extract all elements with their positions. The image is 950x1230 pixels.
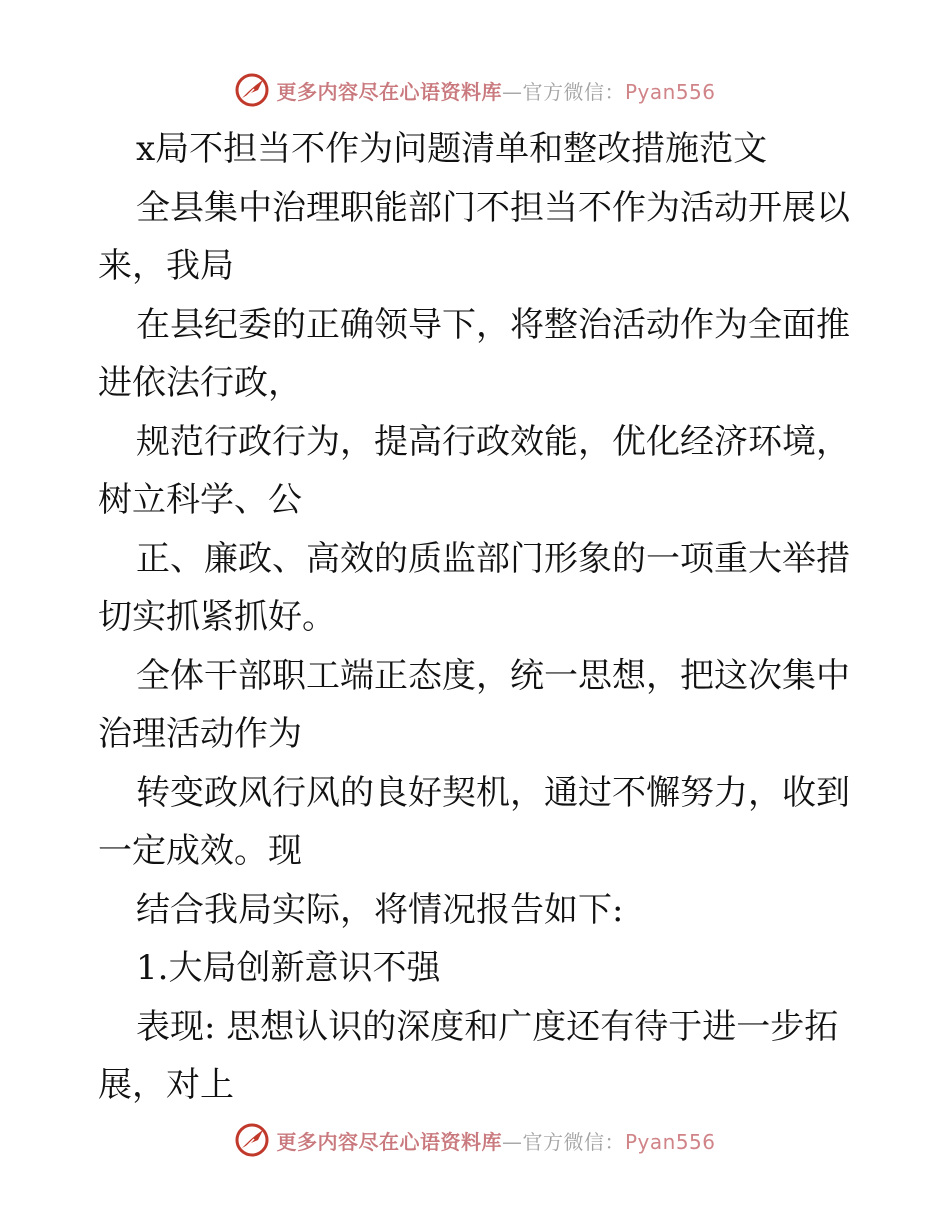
section-heading: 1.大局创新意识不强 bbox=[136, 948, 441, 988]
paragraph-line: 一定成效。现 bbox=[98, 831, 302, 871]
header-banner bbox=[0, 70, 950, 110]
document-title: x局不担当不作为问题清单和整改措施范文 bbox=[136, 129, 768, 169]
footer-site-name: 更多内容尽在心语资料库 bbox=[276, 1129, 502, 1154]
paragraph-line: 正、廉政、高效的质监部门形象的一项重大举措 bbox=[136, 538, 850, 579]
paragraph-line: 来，我局 bbox=[98, 246, 234, 286]
paragraph-line: 治理活动作为 bbox=[98, 714, 302, 754]
header-banner-text bbox=[276, 76, 715, 105]
paragraph-line: 在县纪委的正确领导下，将整治活动作为全面推 bbox=[136, 304, 850, 345]
header-wechat-handle: Pyan556 bbox=[624, 79, 716, 104]
footer-dash: — bbox=[501, 1129, 523, 1154]
paragraph-line: 切实抓紧抓好。 bbox=[98, 597, 336, 637]
footer-banner bbox=[0, 1120, 950, 1160]
footer-wechat-handle: Pyan556 bbox=[624, 1129, 716, 1154]
paragraph-line: 全体干部职工端正态度，统一思想，把这次集中 bbox=[136, 655, 850, 696]
document-body bbox=[98, 120, 858, 1115]
footer-banner-inner bbox=[234, 1122, 715, 1158]
paragraph-line: 规范行政行为，提高行政效能，优化经济环境， bbox=[136, 421, 850, 462]
footer-wechat-label: 官方微信： bbox=[522, 1129, 625, 1154]
paragraph-line: 转变政风行风的良好契机，通过不懈努力，收到 bbox=[136, 772, 850, 813]
paragraph-line: 表现: 思想认识的深度和广度还有待于进一步拓 bbox=[136, 1006, 839, 1047]
paragraph-line: 树立科学、公 bbox=[98, 480, 302, 520]
paragraph-line: 进依法行政， bbox=[98, 363, 302, 403]
header-wechat-label: 官方微信： bbox=[522, 79, 625, 104]
header-dash: — bbox=[501, 79, 523, 104]
header-site-name: 更多内容尽在心语资料库 bbox=[276, 79, 502, 104]
logo-icon bbox=[234, 72, 270, 108]
logo-icon bbox=[234, 1122, 270, 1158]
header-banner-inner bbox=[234, 72, 715, 108]
paragraph-line: 展，对上 bbox=[98, 1065, 234, 1105]
footer-banner-text bbox=[276, 1126, 715, 1155]
paragraph-line: 全县集中治理职能部门不担当不作为活动开展以 bbox=[136, 187, 850, 228]
paragraph-line: 结合我局实际，将情况报告如下: bbox=[136, 889, 624, 930]
